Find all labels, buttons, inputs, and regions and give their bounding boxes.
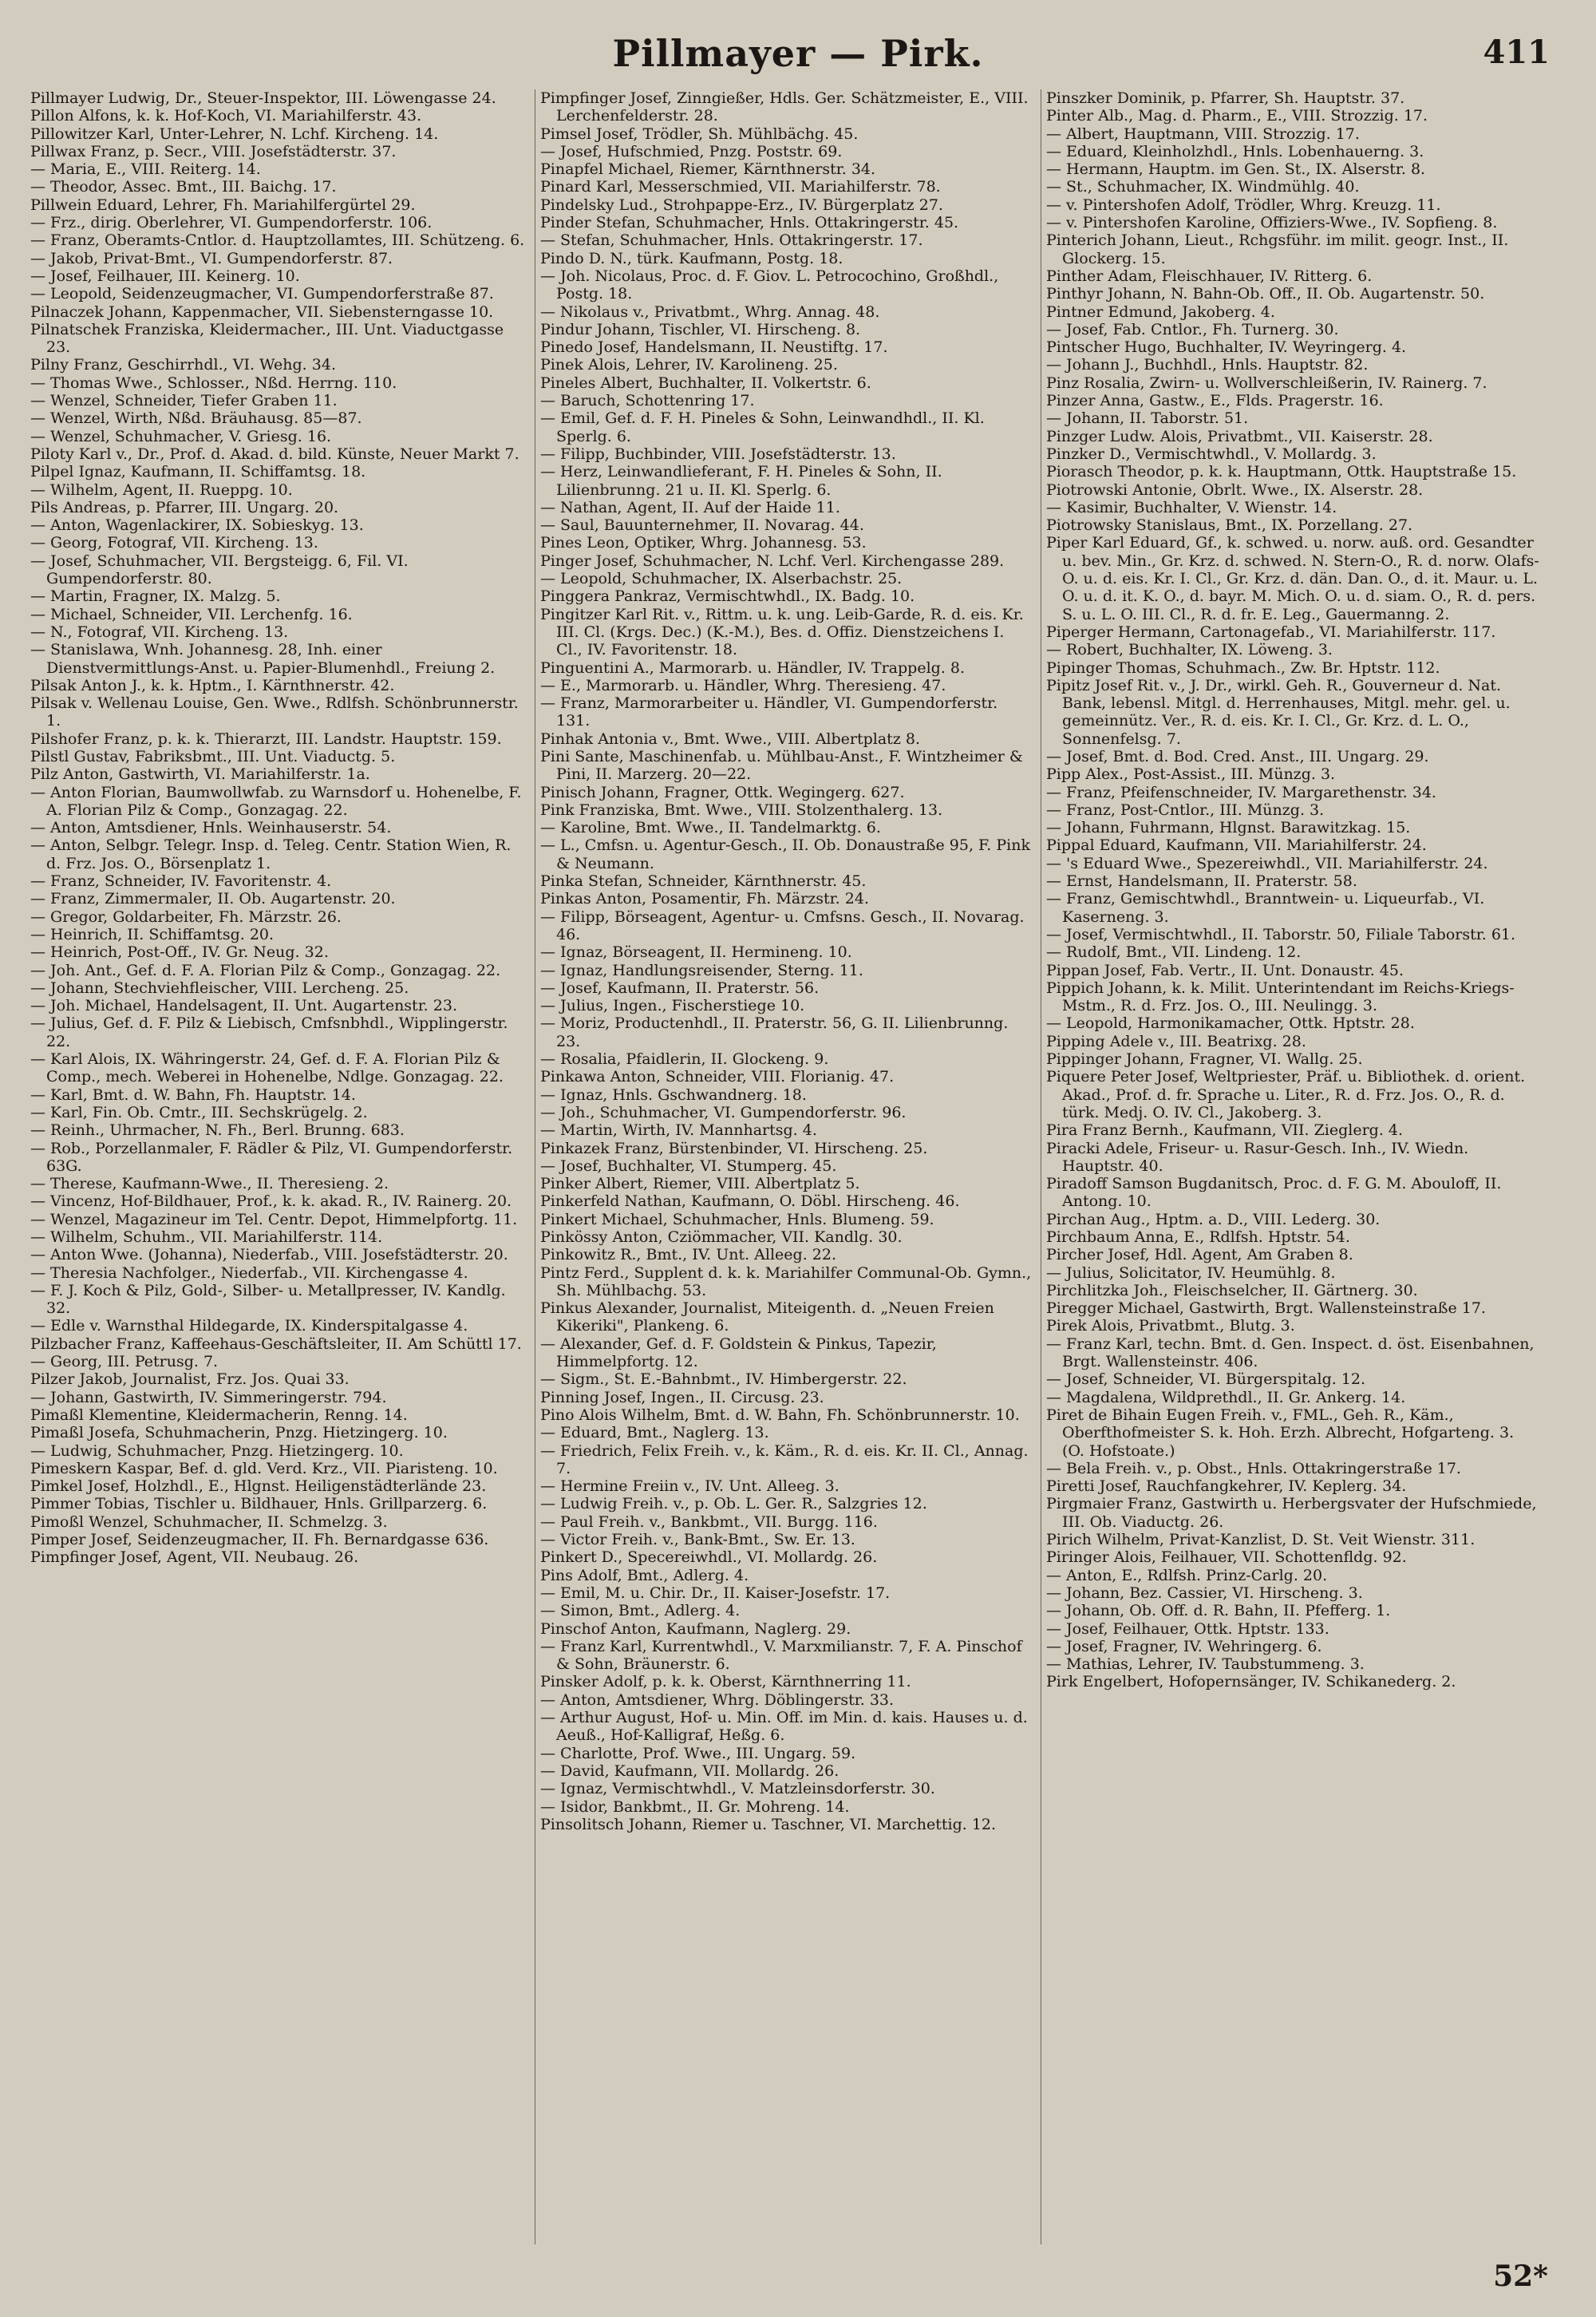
directory-entry: — Ignaz, Hnls. Gschwandnerg. 18. <box>540 1085 807 1104</box>
directory-entry: — Wenzel, Schneider, Tiefer Graben 11. <box>30 392 338 410</box>
directory-entry: — Karl, Bmt. d. W. Bahn, Fh. Hauptstr. 14. <box>30 1085 356 1104</box>
directory-entry: Pineles Albert, Buchhalter, II. Volkertstr. 6. <box>540 374 871 392</box>
directory-entry: — Franz, Oberamts-Cntlor. d. Hauptzollamtes, III. Schützeng. 6. <box>30 231 525 250</box>
directory-entry: Pimaßl Klementine, Kleidermacherin, Renng. 14. <box>30 1406 408 1424</box>
directory-entry: — Julius, Solicitator, IV. Heumühlg. 8. <box>1046 1263 1336 1282</box>
directory-entry: Pino Alois Wilhelm, Bmt. d. W. Bahn, Fh. Schönbrunnerstr. 10. <box>540 1406 1020 1424</box>
directory-entry: Piotrowsky Stanislaus, Bmt., IX. Porzellang. 27. <box>1046 516 1413 535</box>
directory-entry: — Baruch, Schottenring 17. <box>540 392 755 410</box>
directory-entry: Pinschof Anton, Kaufmann, Naglerg. 29. <box>540 1619 851 1638</box>
directory-entry: — Wenzel, Wirth, Nßd. Bräuhausg. 85—87. <box>30 409 362 428</box>
directory-entry: Pippinger Johann, Fragner, VI. Wallg. 25. <box>1046 1050 1363 1069</box>
directory-entry: Pimeskern Kaspar, Bef. d. gld. Verd. Krz., VII. Piaristeng. 10. <box>30 1459 498 1477</box>
directory-entry: Pipinger Thomas, Schuhmach., Zw. Br. Hptstr. 112. <box>1046 658 1440 677</box>
directory-entry: Pinkus Alexander, Journalist, Miteigenth. d. „Neuen Freien Kikeriki", Plankeng. 6. <box>540 1299 994 1335</box>
directory-entry: — Therese, Kaufmann-Wwe., II. Theresieng. 2. <box>30 1175 389 1193</box>
directory-entry: Pinterich Johann, Lieut., Rchgsführ. im milit. geogr. Inst., II. Glockerg. 15. <box>1046 231 1509 267</box>
directory-entry: Pinguentini A., Marmorarb. u. Händler, IV. Trappelg. 8. <box>540 658 966 677</box>
directory-entry: Pini Sante, Maschinenfab. u. Mühlbau-Anst., F. Wintzheimer & Pini, II. Marzerg. 20—22. <box>540 747 1023 784</box>
directory-entry: Pinkazek Franz, Bürstenbinder, VI. Hirscheng. 25. <box>540 1139 928 1157</box>
directory-entry: — Maria, E., VIII. Reiterg. 14. <box>30 160 261 179</box>
directory-entry: Pirchlitzka Joh., Fleischselcher, II. Gärtnerg. 30. <box>1046 1281 1418 1299</box>
directory-entry: Pinger Josef, Schuhmacher, N. Lchf. Verl. Kirchengasse 289. <box>540 552 1005 570</box>
directory-entry: — Franz, Zimmermaler, II. Ob. Augartenstr. 20. <box>30 890 396 908</box>
directory-entry: Pilz Anton, Gastwirth, VI. Mariahilferstr. 1a. <box>30 765 370 784</box>
directory-entry: Pimsel Josef, Trödler, Sh. Mühlbächg. 45. <box>540 125 859 143</box>
directory-entry: — v. Pintershofen Karoline, Offiziers-Wwe., IV. Sopfieng. 8. <box>1046 214 1498 232</box>
directory-entry: — Johann, Ob. Off. d. R. Bahn, II. Pfefferg. 1. <box>1046 1602 1391 1620</box>
directory-entry: Pirgmaier Franz, Gastwirth u. Herbergsvater der Hufschmiede, III. Ob. Viaductg. 26. <box>1046 1495 1537 1531</box>
directory-entry: Pilpel Ignaz, Kaufmann, II. Schiffamtsg. 18. <box>30 463 366 481</box>
directory-entry: Piringer Alois, Feilhauer, VII. Schottenfldg. 92. <box>1046 1548 1407 1567</box>
directory-entry: — Josef, Fragner, IV. Wehringerg. 6. <box>1046 1637 1322 1655</box>
directory-entry: — Filipp, Börseagent, Agentur- u. Cmfsns. Gesch., II. Novarag. 46. <box>540 907 1025 943</box>
directory-entry: — Johann J., Buchhdl., Hnls. Hauptstr. 82. <box>1046 356 1369 374</box>
directory-entry: — Josef, Buchhalter, VI. Stumperg. 45. <box>540 1157 837 1175</box>
directory-entry: Pins Adolf, Bmt., Adlerg. 4. <box>540 1566 749 1584</box>
directory-entry: — Franz, Post-Cntlor., III. Münzg. 3. <box>1046 801 1325 819</box>
directory-entry: — Herz, Leinwandlieferant, F. H. Pineles & Sohn, II. Lilienbrunng. 21 u. II. Kl. Sperlg. 6. <box>540 463 942 499</box>
directory-entry: Piquere Peter Josef, Weltpriester, Präf. u. Bibliothek. d. orient. Akad., Prof. d. fr. Sprache u. Liter., R. d. Frz. Jos. O., R. d. türk. Medj. O. IV. Cl., Jakoberg. 3. <box>1046 1068 1526 1121</box>
directory-entry: Piorasch Theodor, p. k. k. Hauptmann, Ottk. Hauptstraße 15. <box>1046 463 1517 481</box>
directory-entry: Pinhak Antonia v., Bmt. Wwe., VIII. Albertplatz 8. <box>540 729 920 748</box>
directory-entry: — Alexander, Gef. d. F. Goldstein & Pinkus, Tapezir, Himmelpfortg. 12. <box>540 1334 937 1371</box>
directory-entry: — Theodor, Assec. Bmt., III. Baichg. 17. <box>30 178 337 196</box>
directory-entry: — Franz, Schneider, IV. Favoritenstr. 4. <box>30 872 332 891</box>
directory-entry: Pinapfel Michael, Riemer, Kärnthnerstr. 34. <box>540 160 876 179</box>
directory-entry: — Johann, II. Taborstr. 51. <box>1046 409 1249 428</box>
directory-entry: Piotrowski Antonie, Obrlt. Wwe., IX. Alserstr. 28. <box>1046 480 1424 499</box>
directory-entry: — Leopold, Harmonikamacher, Ottk. Hptstr. 28. <box>1046 1014 1415 1033</box>
directory-entry: Pilzer Jakob, Journalist, Frz. Jos. Quai 33. <box>30 1370 350 1389</box>
directory-entry: Pinsolitsch Johann, Riemer u. Taschner, VI. Marchettig. 12. <box>540 1815 997 1833</box>
directory-entry: — Josef, Feilhauer, Ottk. Hptstr. 133. <box>1046 1619 1329 1638</box>
directory-entry: — Stanislawa, Wnh. Johannesg. 28, Inh. einer Dienstvermittlungs-Anst. u. Papier-Blumenhdl., Freiung 2. <box>30 641 496 677</box>
directory-entry: — Joh. Nicolaus, Proc. d. F. Giov. L. Petrocochino, Großhdl., Postg. 18. <box>540 267 999 303</box>
directory-entry: Pinkawa Anton, Schneider, VIII. Florianig. 47. <box>540 1068 895 1086</box>
directory-entry: — Sigm., St. E.-Bahnbmt., IV. Himbergerstr. 22. <box>540 1370 907 1389</box>
directory-entry: — Michael, Schneider, VII. Lerchenfg. 16. <box>30 605 353 623</box>
directory-entry: Pinkert Michael, Schuhmacher, Hnls. Blumeng. 59. <box>540 1210 934 1228</box>
directory-entry: — Arthur August, Hof- u. Min. Off. im Min. d. kais. Hauses u. d. Aeuß., Hof-Kalligraf, Heßg. 6. <box>540 1709 1028 1745</box>
directory-entry: — Karl Alois, IX. Währingerstr. 24, Gef. d. F. A. Florian Pilz & Comp., mech. Weberei in Hohenelbe, Ndlge. Gonzagag. 22. <box>30 1050 504 1086</box>
directory-entry: Pillon Alfons, k. k. Hof-Koch, VI. Mariahilferstr. 43. <box>30 107 422 125</box>
directory-entry: — Thomas Wwe., Schlosser., Nßd. Herrng. 110. <box>30 374 397 392</box>
directory-entry: — Wenzel, Schuhmacher, V. Griesg. 16. <box>30 427 332 445</box>
directory-entry: Pinedo Josef, Handelsmann, II. Neustiftg. 17. <box>540 338 888 357</box>
directory-entry: Pimmer Tobias, Tischler u. Bildhauer, Hnls. Grillparzerg. 6. <box>30 1495 488 1513</box>
directory-entry: — Johann, Gastwirth, IV. Simmeringerstr. 794. <box>30 1388 387 1406</box>
directory-entry: Pingitzer Karl Rit. v., Rittm. u. k. ung. Leib-Garde, R. d. eis. Kr. III. Cl. (Krgs. Dec.) (K.-M.), Bes. d. Offiz. Dienstzeichens I. Cl., IV. Favoritenstr. 18. <box>540 605 1024 659</box>
directory-entry: Piregger Michael, Gastwirth, Brgt. Wallensteinstraße 17. <box>1046 1299 1486 1318</box>
directory-entry: — Johann, Fuhrmann, Hlgnst. Barawitzkag. 15. <box>1046 819 1411 837</box>
directory-entry: Pinthyr Johann, N. Bahn-Ob. Off., II. Ob. Augartenstr. 50. <box>1046 285 1485 303</box>
directory-entry: Pimper Josef, Seidenzeugmacher, II. Fh. Bernardgasse 636. <box>30 1531 489 1549</box>
directory-entry: Pippan Josef, Fab. Vertr., II. Unt. Donaustr. 45. <box>1046 961 1404 979</box>
directory-entry: Pipp Alex., Post-Assist., III. Münzg. 3. <box>1046 765 1336 784</box>
directory-entry: — Gregor, Goldarbeiter, Fh. Märzstr. 26. <box>30 907 342 926</box>
directory-entry: — Ignaz, Vermischtwhdl., V. Matzleinsdorferstr. 30. <box>540 1780 935 1798</box>
directory-entry: Pintscher Hugo, Buchhalter, IV. Weyringerg. 4. <box>1046 338 1407 357</box>
directory-entry: — Wilhelm, Schuhm., VII. Mariahilferstr. 114. <box>30 1228 383 1246</box>
directory-entry: — Emil, Gef. d. F. H. Pineles & Sohn, Leinwandhdl., II. Kl. Sperlg. 6. <box>540 409 985 445</box>
directory-entry: — Stefan, Schuhmacher, Hnls. Ottakringerstr. 17. <box>540 231 923 250</box>
directory-entry: — Vincenz, Hof-Bildhauer, Prof., k. k. akad. R., IV. Rainerg. 20. <box>30 1192 512 1211</box>
directory-entry: — Martin, Fragner, IX. Malzg. 5. <box>30 587 281 606</box>
directory-entry: Pilzbacher Franz, Kaffeehaus-Geschäftsleiter, II. Am Schüttl 17. <box>30 1334 522 1353</box>
directory-entry: — Josef, Schuhmacher, VII. Bergsteigg. 6, Fil. VI. Gumpendorferstr. 80. <box>30 552 409 588</box>
directory-entry: — Josef, Hufschmied, Pnzg. Poststr. 69. <box>540 142 843 160</box>
directory-entry: — N., Fotograf, VII. Kircheng. 13. <box>30 623 289 641</box>
directory-entry: Pilstl Gustav, Fabriksbmt., III. Unt. Viaductg. 5. <box>30 747 396 765</box>
page-number: 411 <box>1483 34 1550 71</box>
directory-entry: — 's Eduard Wwe., Spezereiwhdl., VII. Mariahilferstr. 24. <box>1046 854 1488 872</box>
directory-entry: Pinsker Adolf, p. k. k. Oberst, Kärnthnerring 11. <box>540 1673 911 1691</box>
directory-entry: Pippich Johann, k. k. Milit. Unterintendant im Reichs-Kriegs-Mstm., R. d. Frz. Jos. O., III. Neulingg. 3. <box>1046 979 1515 1015</box>
directory-entry: — Georg, III. Petrusg. 7. <box>30 1353 219 1371</box>
column-right <box>1041 89 1541 2244</box>
directory-entry: Pilnaczek Johann, Kappenmacher, VII. Siebensterngasse 10. <box>30 302 494 321</box>
directory-entry: Pinder Stefan, Schuhmacher, Hnls. Ottakringerstr. 45. <box>540 214 959 232</box>
directory-entry: — Joh., Schuhmacher, VI. Gumpendorferstr. 96. <box>540 1103 907 1121</box>
directory-entry: — Kasimir, Buchhalter, V. Wienstr. 14. <box>1046 498 1337 516</box>
directory-entry: Pilny Franz, Geschirrhdl., VI. Wehg. 34. <box>30 356 336 374</box>
directory-entry: Pillwax Franz, p. Secr., VIII. Josefstädterstr. 37. <box>30 142 397 160</box>
directory-entry: — Johann, Bez. Cassier, VI. Hirscheng. 3. <box>1046 1584 1363 1602</box>
directory-entry: — Wilhelm, Agent, II. Rueppg. 10. <box>30 480 293 499</box>
directory-entry: — Eduard, Kleinholzhdl., Hnls. Lobenhauerng. 3. <box>1046 142 1424 160</box>
directory-entry: — Ludwig, Schuhmacher, Pnzg. Hietzingerg. 10. <box>30 1441 404 1460</box>
directory-entry: Pinkowitz R., Bmt., IV. Unt. Alleeg. 22. <box>540 1246 837 1264</box>
directory-entry: Pinkerfeld Nathan, Kaufmann, O. Döbl. Hirscheng. 46. <box>540 1192 960 1211</box>
directory-entry: — Magdalena, Wildprethdl., II. Gr. Ankerg. 14. <box>1046 1388 1406 1406</box>
directory-entry: Pindelsky Lud., Strohpappe-Erz., IV. Bürgerplatz 27. <box>540 196 943 214</box>
directory-entry: — Josef, Schneider, VI. Bürgerspitalg. 12. <box>1046 1370 1366 1389</box>
directory-entry: — Heinrich, Post-Off., IV. Gr. Neug. 32. <box>30 943 329 962</box>
directory-entry: — L., Cmfsn. u. Agentur-Gesch., II. Ob. Donaustraße 95, F. Pink & Neumann. <box>540 836 1030 872</box>
directory-entry: Pimaßl Josefa, Schuhmacherin, Pnzg. Hietzingerg. 10. <box>30 1424 448 1442</box>
directory-entry: — Rosalia, Pfaidlerin, II. Glockeng. 9. <box>540 1050 829 1069</box>
directory-entry: — Hermine Freiin v., IV. Unt. Alleeg. 3. <box>540 1477 839 1496</box>
directory-entry: Pils Andreas, p. Pfarrer, III. Ungarg. 20. <box>30 498 339 516</box>
directory-entry: — Ludwig Freih. v., p. Ob. L. Ger. R., Salzgries 12. <box>540 1495 927 1513</box>
directory-entry: Pilsak Anton J., k. k. Hptm., I. Kärnthnerstr. 42. <box>30 676 395 694</box>
directory-entry: — Reinh., Uhrmacher, N. Fh., Berl. Brunng. 683. <box>30 1121 405 1140</box>
directory-entry: — Josef, Bmt. d. Bod. Cred. Anst., III. Ungarg. 29. <box>1046 747 1429 765</box>
directory-entry: — Franz, Marmorarbeiter u. Händler, VI. Gumpendorferstr. 131. <box>540 694 998 730</box>
directory-entry: — Ernst, Handelsmann, II. Praterstr. 58. <box>1046 872 1357 891</box>
directory-entry: Pirchbaum Anna, E., Rdlfsh. Hptstr. 54. <box>1046 1228 1350 1246</box>
directory-entry: Pillmayer Ludwig, Dr., Steuer-Inspektor, III. Löwengasse 24. <box>30 89 496 107</box>
directory-entry: — Albert, Hauptmann, VIII. Strozzig. 17. <box>1046 125 1360 143</box>
directory-entry: — Saul, Bauunternehmer, II. Novarag. 44. <box>540 516 864 535</box>
directory-entry: — Georg, Fotograf, VII. Kircheng. 13. <box>30 534 318 552</box>
directory-entry: — Jakob, Privat-Bmt., VI. Gumpendorferstr. 87. <box>30 249 393 267</box>
directory-entry: Pinkas Anton, Posamentir, Fh. Märzstr. 24. <box>540 890 869 908</box>
directory-entry: — Moriz, Productenhdl., II. Praterstr. 56, G. II. Lilienbrunng. 23. <box>540 1014 1009 1050</box>
directory-entry: — Nathan, Agent, II. Auf der Haide 11. <box>540 498 840 516</box>
directory-entry: — Wenzel, Magazineur im Tel. Centr. Depot, Himmelpfortg. 11. <box>30 1210 518 1228</box>
directory-entry: — Anton, Wagenlackirer, IX. Sobieskyg. 13. <box>30 516 364 535</box>
directory-entry: — Victor Freih. v., Bank-Bmt., Sw. Er. 13. <box>540 1531 855 1549</box>
directory-entry: — Karl, Fin. Ob. Cmtr., III. Sechskrügelg. 2. <box>30 1103 368 1121</box>
directory-entry: Pipping Adele v., III. Beatrixg. 28. <box>1046 1032 1306 1050</box>
directory-entry: Pinther Adam, Fleischhauer, IV. Ritterg. 6. <box>1046 267 1373 285</box>
directory-entry: — Friedrich, Felix Freih. v., k. Käm., R. d. eis. Kr. II. Cl., Annag. 7. <box>540 1441 1029 1477</box>
directory-entry: Pinggera Pankraz, Vermischtwhdl., IX. Badg. 10. <box>540 587 915 606</box>
directory-entry: Pinek Alois, Lehrer, IV. Karolineng. 25. <box>540 356 838 374</box>
directory-entry: — Anton, Amtsdiener, Hnls. Weinhauserstr. 54. <box>30 819 392 837</box>
directory-entry: Pimoßl Wenzel, Schuhmacher, II. Schmelzg. 3. <box>30 1512 388 1531</box>
directory-entry: Pimpfinger Josef, Agent, VII. Neubaug. 26. <box>30 1548 359 1567</box>
directory-entry: — Charlotte, Prof. Wwe., III. Ungarg. 59. <box>540 1744 856 1762</box>
directory-entry: — Anton, Selbgr. Telegr. Insp. d. Teleg. Centr. Station Wien, R. d. Frz. Jos. O., Börsenplatz 1. <box>30 836 512 872</box>
directory-entry: — Edle v. Warnsthal Hildegarde, IX. Kinderspitalgasse 4. <box>30 1317 468 1335</box>
page-title: Pillmayer — Pirk. <box>612 32 984 75</box>
directory-entry: — Josef, Fab. Cntlor., Fh. Turnerg. 30. <box>1046 320 1339 338</box>
directory-entry: Pillowitzer Karl, Unter-Lehrer, N. Lchf. Kircheng. 14. <box>30 125 439 143</box>
directory-entry: Pindur Johann, Tischler, VI. Hirscheng. 8. <box>540 320 861 338</box>
directory-entry: — Josef, Vermischtwhdl., II. Taborstr. 50, Filiale Taborstr. 61. <box>1046 925 1516 943</box>
directory-entry: — Ignaz, Handlungsreisender, Sterng. 11. <box>540 961 863 979</box>
directory-entry: Pinker Albert, Riemer, VIII. Albertplatz 5. <box>540 1175 860 1193</box>
directory-entry: Piloty Karl v., Dr., Prof. d. Akad. d. bild. Künste, Neuer Markt 7. <box>30 445 519 463</box>
directory-entry: — Anton Wwe. (Johanna), Niederfab., VIII. Josefstädterstr. 20. <box>30 1246 508 1264</box>
directory-entry: — Julius, Ingen., Fischerstiege 10. <box>540 997 805 1015</box>
directory-entry: Pintz Ferd., Supplent d. k. k. Mariahilfer Communal-Ob. Gymn., Sh. Mühlbachg. 53. <box>540 1263 1032 1299</box>
directory-entry: Pintner Edmund, Jakoberg. 4. <box>1046 302 1275 321</box>
directory-entry: — Nikolaus v., Privatbmt., Whrg. Annag. 48. <box>540 302 880 321</box>
directory-entry: Pilshofer Franz, p. k. k. Thierarzt, III. Landstr. Hauptstr. 159. <box>30 729 502 748</box>
directory-columns <box>30 89 1562 2244</box>
directory-entry: — David, Kaufmann, VII. Mollardg. 26. <box>540 1761 839 1780</box>
directory-entry: Piracki Adele, Friseur- u. Rasur-Gesch. Inh., IV. Wiedn. Hauptstr. 40. <box>1046 1139 1469 1175</box>
directory-entry: Pilsak v. Wellenau Louise, Gen. Wwe., Rdlfsh. Schönbrunnerstr. 1. <box>30 694 519 730</box>
directory-entry: Piretti Josef, Rauchfangkehrer, IV. Keplerg. 34. <box>1046 1477 1407 1496</box>
directory-entry: — Hermann, Hauptm. im Gen. St., IX. Alserstr. 8. <box>1046 160 1426 179</box>
directory-entry: — Franz Karl, Kurrentwhdl., V. Marxmilianstr. 7, F. A. Pinschof & Sohn, Bräunerstr. 6. <box>540 1637 1022 1674</box>
directory-entry: — Joh. Michael, Handelsagent, II. Unt. Augartenstr. 23. <box>30 997 457 1015</box>
directory-entry: — Emil, M. u. Chir. Dr., II. Kaiser-Josefstr. 17. <box>540 1584 891 1602</box>
directory-entry: Pirek Alois, Privatbmt., Blutg. 3. <box>1046 1317 1295 1335</box>
directory-entry: Pirchan Aug., Hptm. a. D., VIII. Lederg. 30. <box>1046 1210 1381 1228</box>
directory-entry: — Franz, Pfeifenschneider, IV. Margarethenstr. 34. <box>1046 783 1436 801</box>
directory-entry: — Rudolf, Bmt., VII. Lindeng. 12. <box>1046 943 1302 962</box>
directory-entry: — Rob., Porzellanmaler, F. Rädler & Pilz, VI. Gumpendorferstr. 63G. <box>30 1139 513 1175</box>
directory-entry: Piradoff Samson Bugdanitsch, Proc. d. F. G. M. Abouloff, II. Antong. 10. <box>1046 1175 1502 1211</box>
directory-entry: Piper Karl Eduard, Gf., k. schwed. u. norw. auß. ord. Gesandter u. bev. Min., Gr. Krz. d. schwed. N. Stern-O., R. d. norw. Olafs-O. u. d. eis. Kr. I. Cl., Gr. Krz. d. dän. Dan. O., d. it. Maur. u. L. O. u. d. it. K. O., d. bayr. M. Mich. O. u. d. siam. O., R. d. pers. S. u. L. O. III. Cl., R. d. fr. E. Leg., Gauermanng. 2. <box>1046 534 1539 623</box>
directory-entry: Pinzer Anna, Gastw., E., Flds. Pragerstr. 16. <box>1046 392 1384 410</box>
directory-entry: Pinzger Ludw. Alois, Privatbmt., VII. Kaiserstr. 28. <box>1046 427 1433 445</box>
directory-entry: — Robert, Buchhalter, IX. Löweng. 3. <box>1046 641 1333 659</box>
directory-entry: — Josef, Feilhauer, III. Keinerg. 10. <box>30 267 300 285</box>
directory-entry: Pillwein Eduard, Lehrer, Fh. Mariahilfergürtel 29. <box>30 196 416 214</box>
directory-entry: — Anton, Amtsdiener, Whrg. Döblingerstr. 33. <box>540 1690 895 1709</box>
directory-entry: — Paul Freih. v., Bankbmt., VII. Burgg. 116. <box>540 1512 878 1531</box>
directory-entry: — Franz Karl, techn. Bmt. d. Gen. Inspect. d. öst. Eisenbahnen, Brgt. Wallensteinstr. 406. <box>1046 1334 1535 1371</box>
directory-entry: — Leopold, Seidenzeugmacher, VI. Gumpendorferstraße 87. <box>30 285 494 303</box>
directory-entry: — Franz, Gemischtwhdl., Branntwein- u. Liqueurfab., VI. Kaserneng. 3. <box>1046 890 1485 926</box>
directory-entry: Pinisch Johann, Fragner, Ottk. Wegingerg. 627. <box>540 783 905 801</box>
directory-entry: — Karoline, Bmt. Wwe., II. Tandelmarktg. 6. <box>540 819 881 837</box>
directory-entry: Pines Leon, Optiker, Whrg. Johannesg. 53. <box>540 534 867 552</box>
directory-entry: — Heinrich, II. Schiffamtsg. 20. <box>30 925 275 943</box>
column-left <box>30 89 525 2244</box>
directory-entry: — Julius, Gef. d. F. Pilz & Liebisch, Cmfsnbhdl., Wipplingerstr. 22. <box>30 1014 508 1050</box>
directory-entry: Pirich Wilhelm, Privat-Kanzlist, D. St. Veit Wienstr. 311. <box>1046 1531 1476 1549</box>
directory-entry: — Ignaz, Börseagent, II. Hermineng. 10. <box>540 943 852 962</box>
directory-entry: — Johann, Stechviehfleischer, VIII. Lercheng. 25. <box>30 979 409 997</box>
directory-entry: — Josef, Kaufmann, II. Praterstr. 56. <box>540 979 820 997</box>
directory-entry: — Leopold, Schuhmacher, IX. Alserbachstr. 25. <box>540 570 903 588</box>
directory-entry: — Frz., dirig. Oberlehrer, VI. Gumpendorferstr. 106. <box>30 214 433 232</box>
column-middle <box>535 89 1035 2244</box>
running-head <box>0 32 1596 88</box>
directory-entry: Pinkössy Anton, Cziömmacher, VII. Kandlg. 30. <box>540 1228 903 1246</box>
directory-entry: Pinning Josef, Ingen., II. Circusg. 23. <box>540 1388 824 1406</box>
directory-entry: Pippal Eduard, Kaufmann, VII. Mariahilferstr. 24. <box>1046 836 1427 855</box>
directory-entry: Pinzker D., Vermischtwhdl., V. Mollardg. 3. <box>1046 445 1377 463</box>
directory-entry: Pinard Karl, Messerschmied, VII. Mariahilferstr. 78. <box>540 178 941 196</box>
directory-entry: Pinka Stefan, Schneider, Kärnthnerstr. 45. <box>540 872 867 891</box>
directory-entry: Pinz Rosalia, Zwirn- u. Wollverschleißerin, IV. Rainerg. 7. <box>1046 374 1487 392</box>
directory-entry: — Anton Florian, Baumwollwfab. zu Warnsdorf u. Hohenelbe, F. A. Florian Pilz & Comp., Gonzagag. 22. <box>30 783 522 819</box>
directory-entry: Pipitz Josef Rit. v., J. Dr., wirkl. Geh. R., Gouverneur d. Nat. Bank, lebensl. Mitgl. d. Herrenhauses, Mitgl. mehr. gel. u. gemeinnütz. Ver., R. d. eis. Kr. I. Cl., Gr. Krz. d. L. O., Sonnenfelsg. 7. <box>1046 676 1511 748</box>
directory-entry: Pink Franziska, Bmt. Wwe., VIII. Stolzenthalerg. 13. <box>540 801 943 819</box>
directory-entry: Pinkert D., Specereiwhdl., VI. Mollardg. 26. <box>540 1548 878 1567</box>
directory-entry: Pirk Engelbert, Hofopernsänger, IV. Schikanederg. 2. <box>1046 1673 1456 1691</box>
directory-entry: — v. Pintershofen Adolf, Trödler, Whrg. Kreuzg. 11. <box>1046 196 1441 214</box>
directory-entry: — Martin, Wirth, IV. Mannhartsg. 4. <box>540 1121 817 1140</box>
directory-entry: — Eduard, Bmt., Naglerg. 13. <box>540 1424 769 1442</box>
directory-entry: — Joh. Ant., Gef. d. F. A. Florian Pilz & Comp., Gonzagag. 22. <box>30 961 501 979</box>
directory-entry: Pimkel Josef, Holzhdl., E., Hlgnst. Heiligenstädterlände 23. <box>30 1477 487 1496</box>
directory-entry: — E., Marmorarb. u. Händler, Whrg. Theresieng. 47. <box>540 676 946 694</box>
directory-entry: Pira Franz Bernh., Kaufmann, VII. Zieglerg. 4. <box>1046 1121 1404 1140</box>
directory-entry: — Simon, Bmt., Adlerg. 4. <box>540 1602 741 1620</box>
printer-signature: 52* <box>1493 2260 1548 2293</box>
directory-entry: — Bela Freih. v., p. Obst., Hnls. Ottakringerstraße 17. <box>1046 1459 1461 1477</box>
directory-entry: — F. J. Koch & Pilz, Gold-, Silber- u. Metallpresser, IV. Kandlg. 32. <box>30 1281 506 1318</box>
directory-entry: Pinter Alb., Mag. d. Pharm., E., VIII. Strozzig. 17. <box>1046 107 1428 125</box>
directory-entry: Pimpfinger Josef, Zinngießer, Hdls. Ger. Schätzmeister, E., VIII. Lerchenfelderstr. 28. <box>540 89 1029 125</box>
directory-entry: Piperger Hermann, Cartonagefab., VI. Mariahilferstr. 117. <box>1046 623 1496 641</box>
directory-entry: — Filipp, Buchbinder, VIII. Josefstädterstr. 13. <box>540 445 896 463</box>
directory-entry: — St., Schuhmacher, IX. Windmühlg. 40. <box>1046 178 1360 196</box>
directory-entry: Piret de Bihain Eugen Freih. v., FML., Geh. R., Käm., Oberfthofmeister S. k. Hoh. Erzh. Albrecht, Hofgarteng. 3. (O. Hofstoate.) <box>1046 1406 1515 1460</box>
directory-entry: — Anton, E., Rdlfsh. Prinz-Carlg. 20. <box>1046 1566 1328 1584</box>
directory-entry: — Mathias, Lehrer, IV. Taubstummeng. 3. <box>1046 1655 1365 1674</box>
directory-entry: — Theresia Nachfolger., Niederfab., VII. Kirchengasse 4. <box>30 1263 468 1282</box>
directory-entry: Pindo D. N., türk. Kaufmann, Postg. 18. <box>540 249 843 267</box>
directory-entry: Pilnatschek Franziska, Kleidermacher., III. Unt. Viaductgasse 23. <box>30 320 504 357</box>
directory-entry: — Isidor, Bankbmt., II. Gr. Mohreng. 14. <box>540 1797 850 1816</box>
directory-entry: Pinszker Dominik, p. Pfarrer, Sh. Hauptstr. 37. <box>1046 89 1405 107</box>
directory-entry: Pircher Josef, Hdl. Agent, Am Graben 8. <box>1046 1246 1353 1264</box>
